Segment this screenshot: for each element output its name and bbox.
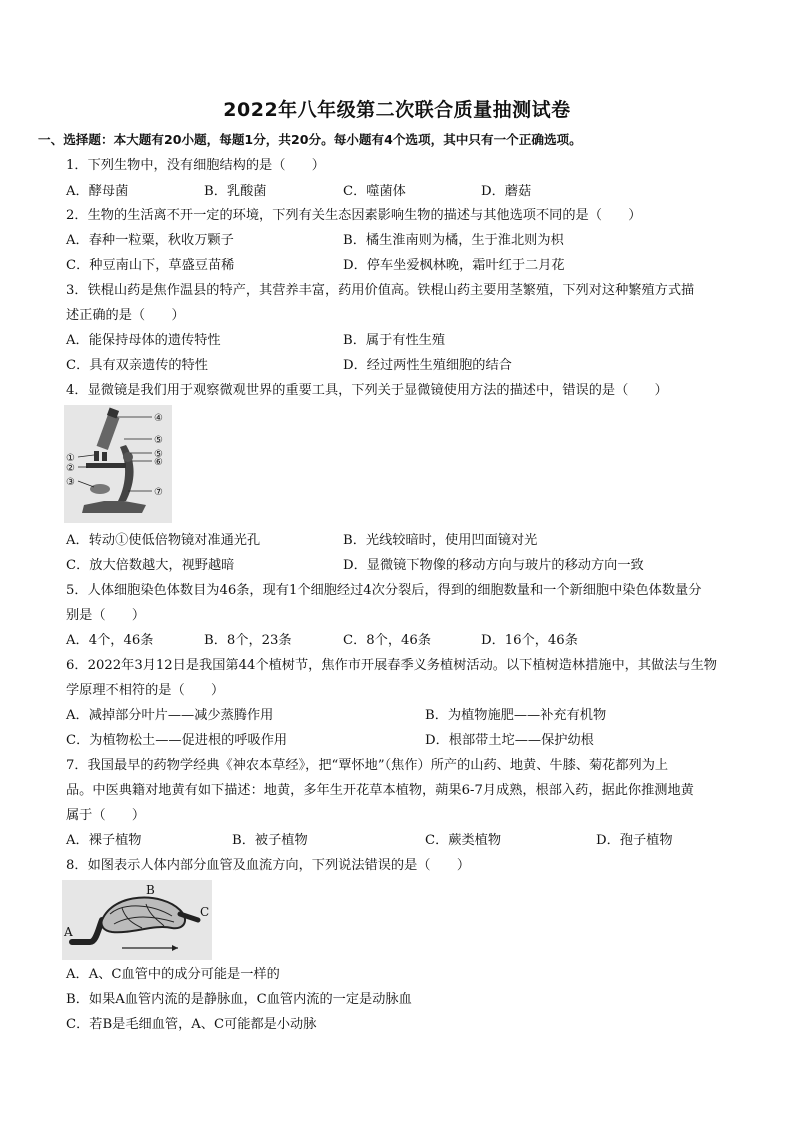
microscope-figure <box>64 405 172 523</box>
q2-option-c: C．种豆南山下，草盛豆苗稀 <box>66 258 235 273</box>
q5-stem-line2: 别是（ ） <box>66 608 146 623</box>
q8-stem: 8．如图表示人体内部分血管及血流方向，下列说法错误的是（ ） <box>66 858 471 873</box>
q2-option-d: D．停车坐爱枫林晚，霜叶红于二月花 <box>343 258 565 273</box>
q8-option-a: A．A、C血管中的成分可能是一样的 <box>66 967 280 982</box>
q4-stem: 4．显微镜是我们用于观察微观世界的重要工具，下列关于显微镜使用方法的描述中，错误的是（ ） <box>66 383 668 398</box>
q3-stem-line1: 3．铁棍山药是焦作温县的特产，其营养丰富，药用价值高。铁棍山药主要用茎繁殖，下列对这种繁殖方式描 <box>66 283 695 298</box>
q2-option-b: B．橘生淮南则为橘，生于淮北则为枳 <box>343 233 564 248</box>
q7-stem-line1: 7．我国最早的药物学经典《神农本草经》，把“覃怀地”（焦作）所产的山药、地黄、牛膝、菊花都列为上 <box>66 758 669 773</box>
q1-stem: 1．下列生物中，没有细胞结构的是（ ） <box>66 158 325 173</box>
page-title: 2022年八年级第二次联合质量抽测试卷 <box>223 99 571 121</box>
microscope-label-7: ⑦ <box>154 487 163 498</box>
q3-stem-line2: 述正确的是（ ） <box>66 308 185 323</box>
microscope-label-2: ② <box>66 463 75 474</box>
q6-option-c: C．为植物松土——促进根的呼吸作用 <box>66 733 288 748</box>
q8-option-b: B．如果A血管内流的是静脉血，C血管内流的一定是动脉血 <box>66 992 412 1007</box>
q5-option-c: C．8个，46条 <box>343 633 432 648</box>
q5-option-d: D．16个，46条 <box>481 633 578 648</box>
q4-option-d: D．显微镜下物像的移动方向与玻片的移动方向一致 <box>343 558 644 573</box>
microscope-label-1: ① <box>66 453 75 464</box>
q2-stem: 2．生物的生活离不开一定的环境，下列有关生态因素影响生物的描述与其他选项不同的是（ ） <box>66 208 642 223</box>
q1-option-d: D．蘑菇 <box>481 184 532 199</box>
q3-option-a: A．能保持母体的遗传特性 <box>66 333 221 348</box>
q6-stem-line2: 学原理不相符的是（ ） <box>66 683 225 698</box>
q7-stem-line3: 属于（ ） <box>66 808 146 823</box>
q1-option-a: A．酵母菌 <box>66 184 129 199</box>
q1-option-b: B．乳酸菌 <box>204 184 267 199</box>
q6-option-b: B．为植物施肥——补充有机物 <box>425 708 607 723</box>
q3-option-b: B．属于有性生殖 <box>343 333 446 348</box>
q6-option-a: A．减掉部分叶片——减少蒸腾作用 <box>66 708 274 723</box>
q6-option-d: D．根部带土坨——保护幼根 <box>425 733 594 748</box>
vessel-label-b: B <box>146 883 155 897</box>
section-heading: 一、选择题：本大题有20小题，每题1分，共20分。每小题有4个选项，其中只有一个正确选项。 <box>38 132 582 147</box>
vessel-label-c: C <box>200 905 210 919</box>
microscope-label-5: ⑤ <box>154 449 163 460</box>
q7-option-a: A．裸子植物 <box>66 833 142 848</box>
q5-stem-line1: 5．人体细胞染色体数目为46条，现有1个细胞经过4次分裂后，得到的细胞数量和一个新细胞中染色体数量分 <box>66 583 702 598</box>
microscope-mirror <box>90 484 110 494</box>
q4-option-b: B．光线较暗时，使用凹面镜对光 <box>343 533 538 548</box>
q5-option-a: A．4个，46条 <box>66 633 154 648</box>
microscope-label-6: ⑥ <box>154 457 163 468</box>
q4-option-a: A．转动①使低倍物镜对准通光孔 <box>66 533 261 548</box>
q1-option-c: C．噬菌体 <box>343 184 406 199</box>
microscope-label-5a: ⑤ <box>154 435 163 446</box>
q5-option-b: B．8个，23条 <box>204 633 292 648</box>
q7-option-b: B．被子植物 <box>232 833 308 848</box>
q6-stem-line1: 6．2022年3月12日是我国第44个植树节，焦作市开展春季义务植树活动。以下植树造林措施中，其做法与生物 <box>66 658 717 673</box>
q2-option-a: A．春种一粒粟，秋收万颗子 <box>66 233 234 248</box>
q8-option-c: C．若B是毛细血管，A、C可能都是小动脉 <box>66 1017 317 1032</box>
vessel-label-a: A <box>64 925 73 939</box>
microscope-label-4: ④ <box>154 413 163 424</box>
q7-stem-line2: 品。中医典籍对地黄有如下描述：地黄，多年生开花草本植物，蒴果6-7月成熟，根部入药，据此你推测地黄 <box>66 783 694 798</box>
q4-option-c: C．放大倍数越大，视野越暗 <box>66 558 235 573</box>
q7-option-c: C．蕨类植物 <box>425 833 502 848</box>
blood-vessel-figure <box>62 880 212 960</box>
q3-option-d: D．经过两性生殖细胞的结合 <box>343 358 512 373</box>
q3-option-c: C．具有双亲遗传的特性 <box>66 358 208 373</box>
q7-option-d: D．孢子植物 <box>596 833 673 848</box>
microscope-label-3: ③ <box>66 477 75 488</box>
microscope-stage <box>86 463 126 468</box>
